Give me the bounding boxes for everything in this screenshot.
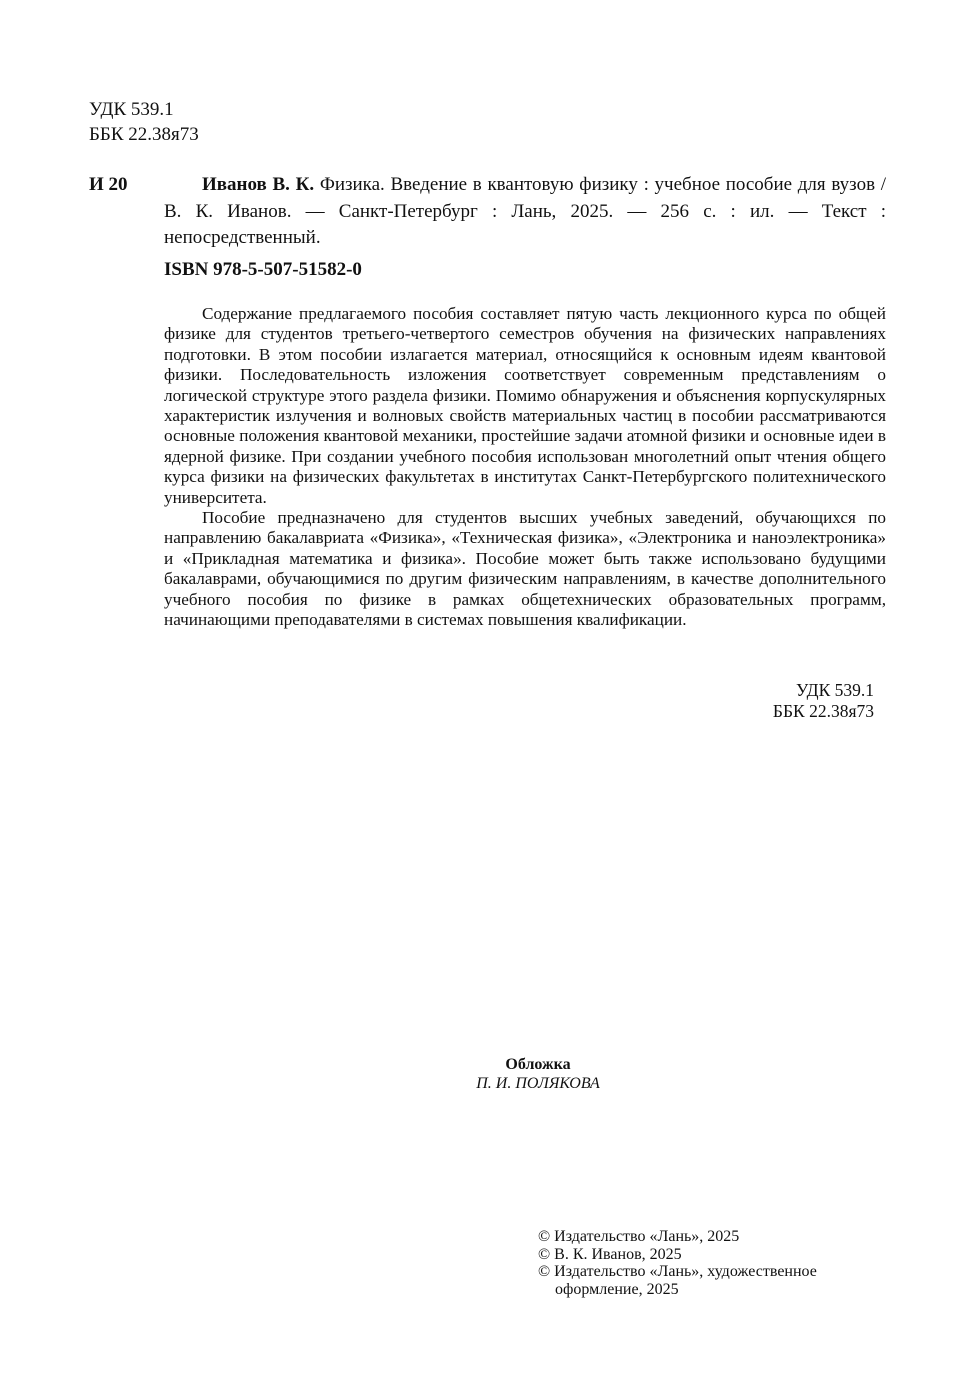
copyright-line: © В. К. Иванов, 2025 bbox=[538, 1245, 682, 1263]
bibliographic-record bbox=[164, 172, 886, 252]
annotation-paragraph: Пособие предназначено для студентов высших учебных заведений, обучающихся по направлению бакалавриата «Физика», «Техническая физика», «Электроника и наноэлектроника» и «Прикладная математика и физика». Пособие может быть также использовано будущими бакалаврами, обучающимися по другим физическим направлениям, в качестве дополнительного учебного пособия по физике в рамках общетехнических образовательных программ, начинающими преподавателями в системах повышения квалификации. bbox=[164, 508, 886, 630]
bibliographic-text: Физика. Введение в квантовую физику : учебное пособие для вузов / В. К. Иванов. — Санкт-Петербург : Лань, 2025. — 256 с. : ил. — Текст : непосредственный. bbox=[164, 174, 887, 248]
copyright-line: © Издательство «Лань», художественное bbox=[538, 1263, 817, 1280]
copyright-line: © Издательство «Лань», 2025 bbox=[538, 1228, 740, 1245]
annotation-paragraph: Содержание предлагаемого пособия составляет пятую часть лекционного курса по общей физике для студентов третьего-четвертого семестров обучения на физических направлениях подготовки. В этом пособии излагается материал, относящийся к основным идеям квантовой физики. Последовательность изложения соответствует современным представлениям о логической структуре этого раздела физики. Помимо обнаружения и объяснения корпускулярных характеристик излучения и волновых свойств материальных частиц в пособии рассматриваются основные положения квантовой механики, простейшие задачи атомной физики и основные идеи в ядерной физике. При создании учебного пособия использован многолетний опыт чтения общего курса физики на физических факультетах в институтах Санкт-Петербургского политехнического университета. bbox=[164, 304, 886, 507]
author-name: Иванов В. К. bbox=[202, 174, 315, 195]
bbk-code: ББК 22.38я73 bbox=[89, 124, 199, 145]
cover-designer: П. И. ПОЛЯКОВА bbox=[476, 1075, 600, 1092]
udk-code: УДК 539.1 bbox=[89, 99, 174, 120]
udk-code: УДК 539.1 bbox=[796, 680, 874, 700]
classification-codes-bottom bbox=[760, 680, 874, 722]
copyright-line: оформление, 2025 bbox=[555, 1280, 679, 1298]
bbk-code: ББК 22.38я73 bbox=[772, 701, 874, 721]
copyright-block bbox=[538, 1228, 858, 1298]
classification-codes-top bbox=[89, 97, 199, 147]
author-mark: И 20 bbox=[89, 174, 128, 195]
cover-credit bbox=[388, 1055, 688, 1093]
isbn: ISBN 978-5-507-51582-0 bbox=[164, 259, 362, 280]
annotation bbox=[164, 304, 886, 631]
cover-label: Обложка bbox=[505, 1056, 571, 1073]
